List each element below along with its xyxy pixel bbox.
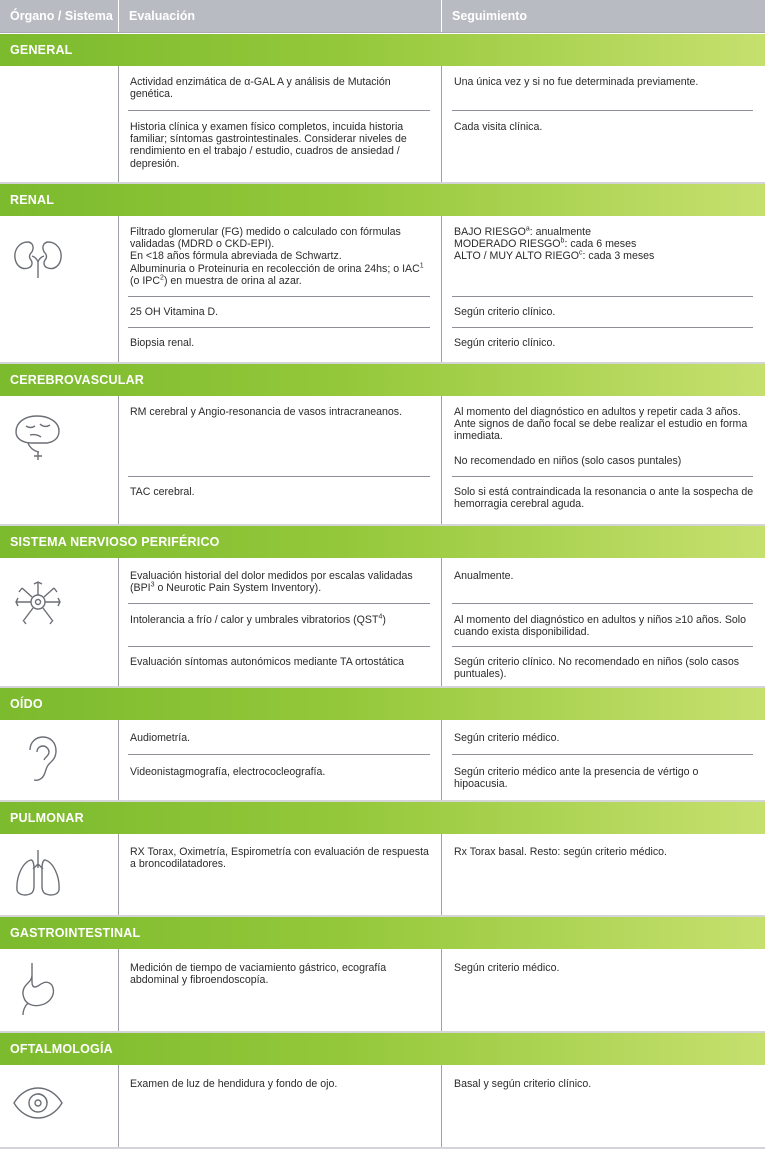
section-body	[0, 396, 765, 526]
risk-value: : anualmente	[529, 226, 591, 238]
risk-label: ALTO / MUY ALTO RIEGO	[454, 250, 580, 263]
header-evaluation: Evaluación	[118, 0, 441, 32]
eval-text: o Neurotic Pain System Inventory).	[154, 582, 322, 595]
section-ear	[0, 688, 765, 802]
followup-cell: Cada visita clínica.	[454, 121, 543, 133]
eval-cell: Biopsia renal.	[130, 337, 195, 349]
eval-cell: RM cerebral y Angio-resonancia de vasos intracraneanos.	[130, 406, 403, 418]
eval-text: ) en muestra de orina al azar.	[163, 274, 302, 287]
section-title: RENAL	[0, 184, 765, 216]
neuron-icon	[8, 572, 68, 632]
eval-cell: Medición de tiempo de vaciamiento gástrico, ecografía abdominal y fibroendoscopía.	[130, 962, 387, 987]
eval-line: En <18 años fórmula abreviada de Schwartz.	[130, 250, 342, 263]
footnote-sup: c	[579, 249, 583, 257]
stomach-icon	[8, 959, 68, 1019]
eval-cell	[130, 226, 430, 287]
table-header	[0, 0, 765, 33]
section-title: PULMONAR	[0, 802, 765, 834]
section-general	[0, 34, 765, 184]
section-body	[0, 216, 765, 364]
followup-cell: Al momento del diagnóstico en adultos y repetir cada 3 años. Ante signos de daño focal se debe realizar el estudio en forma inmediata.	[454, 406, 748, 443]
section-body	[0, 834, 765, 917]
section-body	[0, 949, 765, 1033]
section-title: GENERAL	[0, 34, 765, 66]
section-title: SISTEMA NERVIOSO PERIFÉRICO	[0, 526, 765, 558]
followup-cell: Rx Torax basal. Resto: según criterio médico.	[454, 846, 667, 858]
eval-cell: TAC cerebral.	[130, 486, 195, 498]
footnote-sup: b	[560, 237, 565, 245]
risk-line	[454, 238, 754, 250]
eval-cell: Examen de luz de hendidura y fondo de ojo.	[130, 1078, 338, 1090]
followup-cell: Solo si está contraindicada la resonancia o ante la sospecha de hemorragia cerebral aguda.	[454, 486, 754, 511]
risk-label: BAJO RIESGO	[454, 226, 526, 238]
eval-text: Evaluación historial del dolor medidos por escalas validadas (BPI	[130, 570, 413, 595]
eye-icon	[8, 1073, 68, 1133]
eval-cell: 25 OH Vitamina D.	[130, 306, 219, 318]
eval-cell	[130, 570, 430, 594]
section-gastrointestinal	[0, 917, 765, 1033]
footnote-sup: 3	[150, 581, 155, 589]
header-organ: Órgano / Sistema	[10, 9, 113, 23]
eval-cell	[130, 614, 430, 626]
section-cerebrovascular	[0, 364, 765, 526]
followup-cell: Según criterio médico ante la presencia de vértigo o hipoacusia.	[454, 766, 699, 791]
followup-cell: Al momento del diagnóstico en adultos y niños ≥10 años. Solo cuando exista disponibilidad.	[454, 614, 747, 639]
section-ophthalmology	[0, 1033, 765, 1149]
footnote-sup: 4	[378, 613, 383, 621]
followup-cell: Basal y según criterio clínico.	[454, 1078, 592, 1090]
eval-cell: Actividad enzimática de α-GAL A y análisis de Mutación genética.	[130, 76, 391, 101]
eval-text: (o IPC	[130, 274, 161, 287]
followup-cell: Según criterio médico.	[454, 732, 560, 744]
risk-value: : cada 3 meses	[582, 250, 655, 263]
section-title: GASTROINTESTINAL	[0, 917, 765, 949]
followup-cell	[454, 226, 754, 263]
eval-cell: Historia clínica y examen físico completos, incuida historia familiar; síntomas gastrointestinales. Considerar niveles de rendimiento en el trabajo / estudio, cuadros de ansiedad / depresión.	[130, 121, 407, 170]
footnote-sup: 1	[419, 262, 424, 270]
eval-line: Filtrado glomerular (FG) medido o calculado con fórmulas validadas (MDRD o CKD-EPI).	[130, 226, 401, 251]
eval-text: Albuminuria o Proteinuria en recolección de orina 24hs; o IAC	[130, 262, 420, 275]
eval-cell: Audiometría.	[130, 732, 191, 744]
eval-line	[130, 263, 430, 287]
eval-text: )	[382, 614, 386, 626]
section-pulmonary	[0, 802, 765, 917]
ear-icon	[8, 730, 68, 790]
section-title: OFTALMOLOGÍA	[0, 1033, 765, 1065]
eval-cell: Evaluación síntomas autonómicos mediante TA ortostática	[130, 656, 405, 668]
brain-icon	[8, 404, 68, 464]
section-title: CEREBROVASCULAR	[0, 364, 765, 396]
footnote-sup: a	[525, 225, 530, 233]
header-followup: Seguimiento	[441, 0, 765, 32]
section-peripheral-nervous	[0, 526, 765, 688]
footnote-sup: 2	[160, 274, 164, 282]
risk-label: MODERADO RIESGO	[454, 238, 561, 251]
followup-cell: Según criterio clínico. No recomendado en niños (solo casos puntuales).	[454, 656, 740, 681]
section-body	[0, 66, 765, 184]
kidney-icon	[8, 228, 68, 288]
risk-value: : cada 6 meses	[564, 238, 637, 251]
followup-cell: Una única vez y si no fue determinada previamente.	[454, 76, 699, 88]
lungs-icon	[8, 844, 68, 904]
eval-text: Intolerancia a frío / calor y umbrales vibratorios (QST	[130, 614, 379, 626]
followup-cell: No recomendado en niños (solo casos puntales)	[454, 455, 682, 467]
followup-cell: Según criterio clínico.	[454, 306, 556, 318]
risk-line	[454, 250, 754, 262]
section-body	[0, 720, 765, 802]
section-title: OÍDO	[0, 688, 765, 720]
followup-cell: Según criterio clínico.	[454, 337, 556, 349]
section-body	[0, 558, 765, 688]
followup-cell: Según criterio médico.	[454, 962, 560, 974]
eval-cell: RX Torax, Oximetría, Espirometría con evaluación de respuesta a broncodilatadores.	[130, 846, 429, 871]
risk-line	[454, 226, 754, 238]
section-body	[0, 1065, 765, 1149]
followup-cell: Anualmente.	[454, 570, 514, 582]
section-renal	[0, 184, 765, 364]
eval-cell: Videonistagmografía, electrococleografía.	[130, 766, 326, 778]
